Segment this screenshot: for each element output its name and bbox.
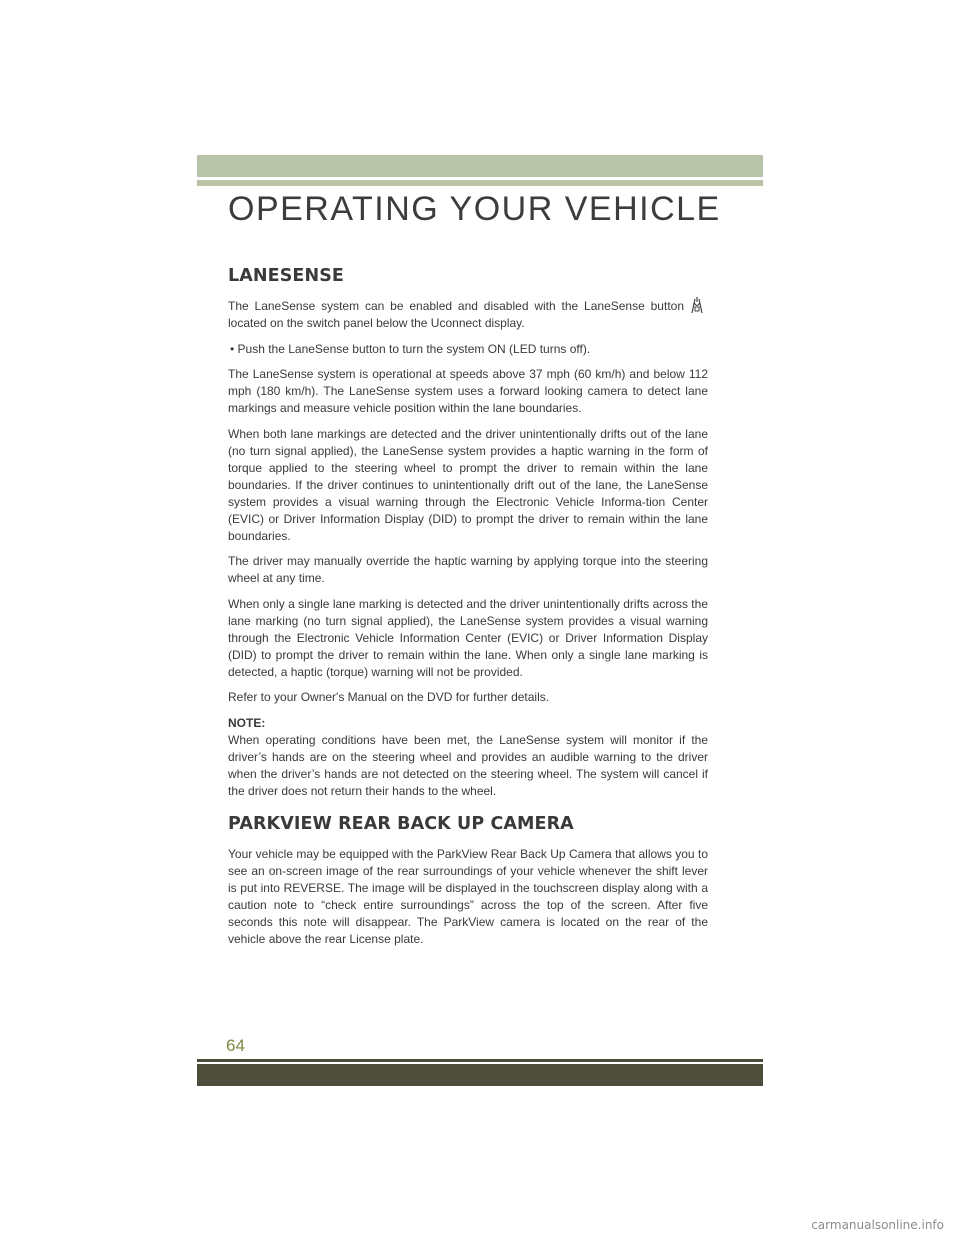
lanesense-refer-paragraph: Refer to your Owner's Manual on the DVD for further details.	[228, 690, 550, 704]
lanesense-speed-paragraph: The LaneSense system is operational at speeds above 37 mph (60 km/h) and below 112 mph (180 km/h). The LaneSense system uses a forward looking camera to detect lane markings and measure vehicle position within the lane boundaries.	[228, 367, 708, 415]
watermark: carmanualsonline.info	[811, 1218, 944, 1232]
header-band	[197, 155, 763, 177]
header-rule	[197, 180, 763, 186]
page-content	[228, 266, 708, 956]
parkview-heading: PARKVIEW REAR BACK UP CAMERA	[228, 813, 574, 834]
note-label: NOTE:	[228, 715, 266, 730]
footer-band	[197, 1064, 763, 1086]
page-number: 64	[226, 1036, 245, 1055]
lanesense-button-icon	[690, 296, 704, 314]
lanesense-heading: LANESENSE	[228, 266, 344, 286]
note-text: When operating conditions have been met, the LaneSense system will monitor if the driver’s hands are on the steering wheel and provides an audible warning to the driver when the driver’s hands are not detected on the steering wheel. The system will cancel if the driver does not return their hands to the wheel.	[228, 732, 708, 798]
lanesense-override-paragraph: The driver may manually override the haptic warning by applying torque into the steering wheel at any time.	[228, 554, 708, 585]
lanesense-intro: The LaneSense system can be enabled and disabled with the LaneSense button located on the switch panel below the Uconnect display.	[228, 299, 684, 330]
lanesense-both-markings-paragraph: When both lane markings are detected and the driver unintentionally drifts out of the lane (no turn signal applied), the LaneSense system provides a haptic warning in the form of torque applied to the steering wheel to prompt the driver to remain within the lane boundaries. If the driver continues to unintentionally drift out of the lane, the LaneSense system provides a visual warning through the Electronic Vehicle Informa-tion Center (EVIC) or Driver Information Display (DID) to prompt the driver to remain within the lane boundaries.	[228, 426, 708, 543]
lanesense-bullet: • Push the LaneSense button to turn the system ON (LED turns off).	[230, 341, 591, 356]
section-title: OPERATING YOUR VEHICLE	[228, 190, 721, 228]
footer-rule	[197, 1059, 763, 1062]
parkview-paragraph: Your vehicle may be equipped with the ParkView Rear Back Up Camera that allows you to see an on-screen image of the rear surroundings of your vehicle whenever the shift lever is put into REVERSE. The image will be displayed in the touchscreen display along with a caution note to “check entire surroundings” across the top of the screen. After five seconds this note will disappear. The ParkView camera is located on the rear of the vehicle above the rear License plate.	[228, 846, 708, 946]
lanesense-single-marking-paragraph: When only a single lane marking is detected and the driver unintentionally drifts across the lane marking (no turn signal applied), the LaneSense system provides a visual warning through the Electronic Vehicle Information Center (EVIC) or Driver Information Display (DID) to prompt the driver to remain within the lane. When only a single lane marking is detected, a haptic (torque) warning will not be provided.	[228, 596, 708, 679]
